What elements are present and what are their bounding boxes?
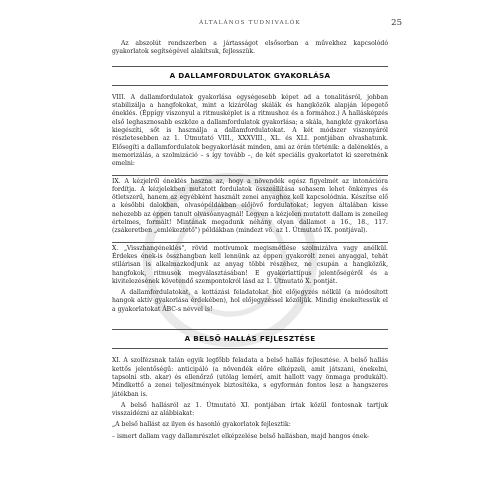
- section-title: A DALLAMFORDULATOK GYAKORLÁSA: [169, 70, 331, 80]
- block-xi: [112, 355, 388, 447]
- dash-list-item: – ismert dallam vagy dallamrészlet elképzelése belső hallásban, majd hangos ének-: [112, 432, 370, 440]
- block-viii: [112, 92, 388, 175]
- block-x: [112, 242, 388, 320]
- paragraph-ix: IX. A kézjelről éneklés haszna az, hogy a növendék egész figyelmét az intonációra fordítja. A kézjelekben mutatott fordulatok összeállítása sohasem lehet önkényes és ötletszerű, hanem az egyébként használt zenei anyaghoz kell kapcsolódnia. Készítse elő a későbbi dalokban, olvasópéldákban előjövő fordulatokat; legyen általában kisse nehezebb az éppen tanult olvasóanyagnál! Legyen a kézjelen mutatott dallam is zeneileg értelmes, formált! Mintának megadunk néhány olyan dallamot a 16., 18., 117. (zsákeretben „emlékeztető") példákban (mindezt vö. az 1. Útmutató IX. pontjával).: [112, 177, 388, 235]
- quote-line: „A belső hallást az ilyen és hasonló gyakorlatok fejlesztik:: [112, 421, 291, 429]
- running-title: ÁLTALÁNOS TUDNIVALÓK: [199, 20, 301, 26]
- paragraph-xi: XI. A szolfézsnak talán egyik legfőbb feladata a belső hallás fejlesztése. A belső hallás kettős jelentőségű: anticipáló (a növendék előre elképzeli, amit játszani, énekelni, tapsolni stb. akar) és ellenőrző (utólag lemérí, amit hallott vagy önmaga produkált). Mindkettő a zenei teljesítmények biztosítéka, s egyformán fontos lesz a hangszeres játékban is.: [112, 357, 388, 398]
- section-heading-belso-hallas: [112, 329, 388, 349]
- block-ix: [112, 175, 388, 242]
- section-heading-dallamfordulatok: [112, 66, 388, 86]
- heading-rule-bottom: [112, 348, 388, 349]
- heading-rule-top: [112, 66, 388, 67]
- paragraph-x-continued: A dallamfordulatokat, a kottázási feladatokat hol előjegyzés nélkül (a módosított hangok aktív gyakorlása érdekében), hol előjegyzéssel közöljük. Mindig énekeltessük el a gyakorlatokat ÁBC-s névvel is!: [112, 289, 388, 313]
- section-title: A BELSŐ HALLÁS FEJLESZTÉSE: [184, 334, 316, 344]
- paragraph-x: X. „Visszhangéneklés", rövid motívumok megismétlése szolmizálva vagy anélkül. Érdekes ének-is összhangban kell lennünk az éppen gyakorolt zenei anyaggal, tehát stilárisan is alkalmazkodjunk az anyag többi részéhez, ne csupán a hangközök, hangfokok, ritmusok megválasztásában! E gyakorlattípus jelentőségéről és a kivitelezésének követendő szempontokról lásd az 1. Útmutató X. pontját.: [112, 244, 388, 285]
- paragraph-viii: VIII. A dallamfordulatok gyakorlása egységesebb képet ad a tonalitásról, jobban stabilizálja a hangfokokat, mint a kizárólag skálák és hangközök alapján lépegető éneklés. (Éppígy viszonyul a ritmusképlet is a ritmushoz és a formához.) A hallásképzés első leghasznosabb eszköze a dallamfordulatok gyakorlása; a skála, hangköz gyakorlása kiegészíti, sőt is használja a dallamfordulatokat. A két módszer viszonyáról részletesebben az 1. Útmutató VIII., XXXVIII., XL. és XLI. pontjában olvashatunk. Elősegíti a dallamfordulatok begyakorlását minden, ami az órán történik: a daléneklés, a memorizálás, a szolmizáció – s így tovább –, de két speciális gyakorlatot ki szeretnénk emelni:: [112, 93, 388, 168]
- heading-rule-top: [112, 329, 388, 330]
- heading-rule-bottom: [112, 85, 388, 86]
- page-content: [112, 40, 388, 447]
- paragraph-xi-continued: A belső hallásról az 1. Útmutató XI. pontjában írtak közül fontosnak tartjuk visszaidézni az alábbiakat:: [112, 401, 388, 418]
- page-number: 25: [391, 18, 402, 28]
- intro-paragraph: Az abszolút rendszerben a jártasságot elsősorban a művekhez kapcsolódó gyakorlatok segítségével alakítsuk, fejlesszük.: [112, 40, 388, 56]
